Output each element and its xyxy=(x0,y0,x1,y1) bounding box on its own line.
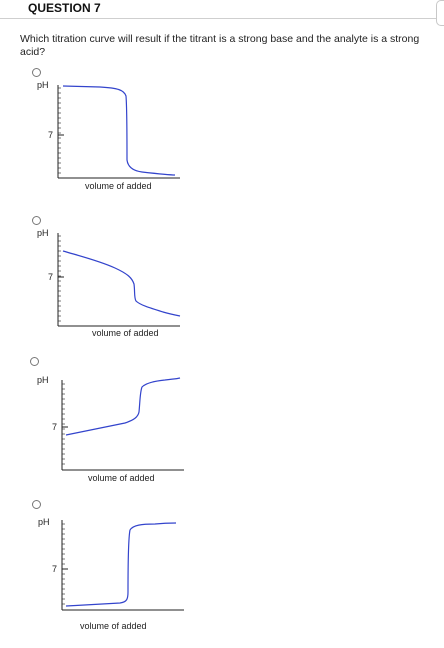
y-tick-label-7: 7 xyxy=(48,130,54,140)
x-axis-label: volume of added xyxy=(88,473,155,483)
y-axis-label: pH xyxy=(38,517,50,527)
y-axis-label: pH xyxy=(37,375,49,385)
y-tick-label-7: 7 xyxy=(52,564,58,574)
titration-curve xyxy=(66,378,180,435)
y-tick-label-7: 7 xyxy=(52,422,58,432)
titration-curve xyxy=(63,86,175,175)
question-header xyxy=(0,0,436,19)
panel-edge xyxy=(436,0,444,26)
question-prompt: Which titration curve will result if the titrant is a strong base and the analyte is a strong acid? xyxy=(20,33,420,58)
y-tick-label-7: 7 xyxy=(48,272,54,282)
y-axis-label: pH xyxy=(37,80,49,90)
titration-curve xyxy=(66,523,176,606)
y-axis-label: pH xyxy=(37,228,49,238)
option-2-graph xyxy=(0,216,444,346)
option-1-graph xyxy=(0,68,444,198)
titration-curve xyxy=(63,251,180,316)
x-axis-label: volume of added xyxy=(85,181,152,191)
question-title: QUESTION 7 xyxy=(28,1,101,15)
x-axis-label: volume of added xyxy=(92,328,159,338)
option-3-graph xyxy=(0,357,444,487)
x-axis-label: volume of added xyxy=(80,621,147,631)
option-4-graph xyxy=(0,500,444,630)
